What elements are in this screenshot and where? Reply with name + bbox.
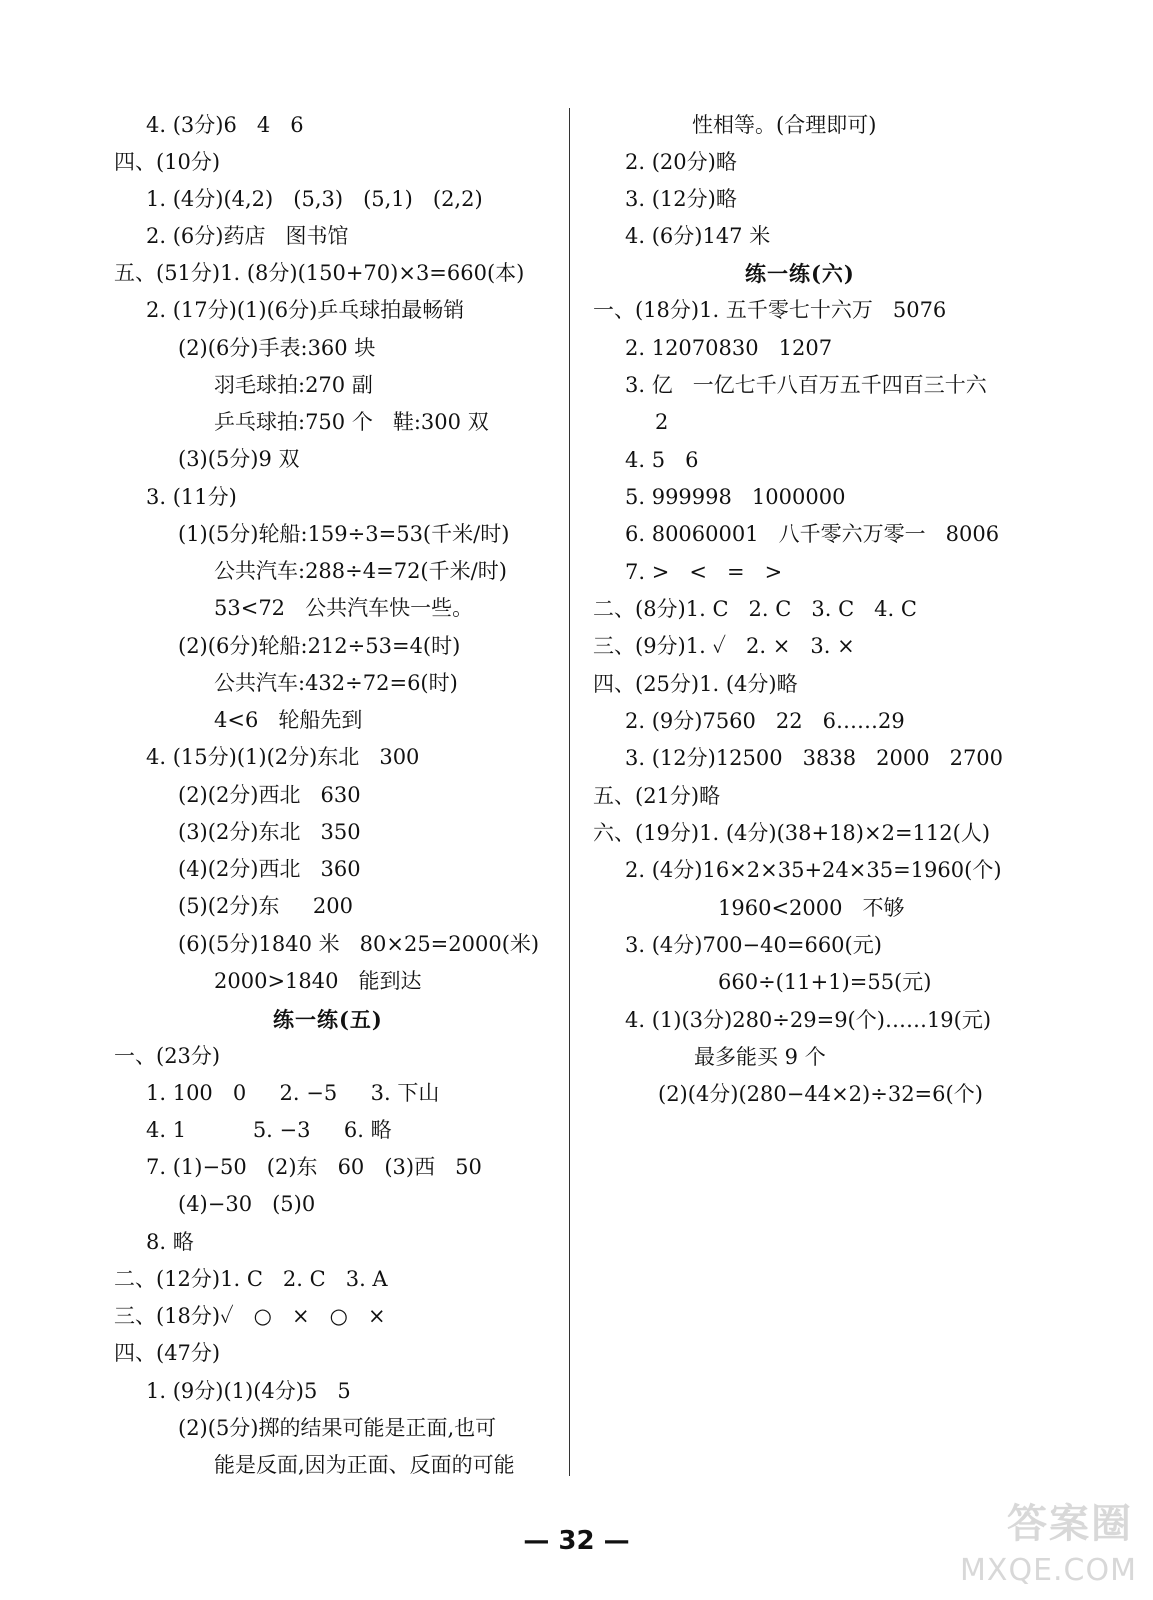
watermark-logo (947, 1501, 1137, 1588)
text-line: 4. (15分)(1)(2分)东北 300 (146, 745, 420, 769)
text-line: 4. 5 6 (625, 448, 699, 472)
page-number: — 32 — (523, 1526, 630, 1556)
watermark-text: 答案圈 (1007, 1501, 1133, 1547)
text-line: 660÷(11+1)=55(元) (718, 970, 932, 994)
text-line: (6)(5分)1840 米 80×25=2000(米) (178, 932, 540, 956)
text-line: 公共汽车:288÷4=72(千米/时) (214, 559, 507, 583)
text-line: (2)(4分)(280−44×2)÷32=6(个) (658, 1082, 983, 1106)
text-line: 53<72 公共汽车快一些。 (214, 596, 474, 620)
text-line: 2. 12070830 1207 (625, 336, 833, 360)
text-line: 性相等。(合理即可) (692, 113, 877, 137)
text-line: 1. 100 0 2. −5 3. 下山 (146, 1081, 440, 1105)
text-line: (4)−30 (5)0 (178, 1192, 316, 1216)
column-divider (569, 108, 570, 1476)
text-line: 公共汽车:432÷72=6(时) (214, 671, 458, 695)
text-line: 能是反面,因为正面、反面的可能 (214, 1453, 515, 1477)
text-line: 2. (6分)药店 图书馆 (146, 224, 349, 248)
text-line: (3)(5分)9 双 (178, 447, 300, 471)
text-line: 2 (655, 410, 669, 434)
text-line: 6. 80060001 八千零六万零一 8006 (625, 522, 1000, 546)
text-line: 4<6 轮船先到 (214, 708, 363, 732)
text-line: (5)(2分)东 200 (178, 894, 353, 918)
text-line: 2000>1840 能到达 (214, 969, 422, 993)
text-line: 4. (1)(3分)280÷29=9(个)……19(元) (625, 1008, 992, 1032)
exercise-title: 练一练(五) (273, 1007, 383, 1032)
text-line: 7. > < = > (625, 560, 783, 584)
watermark-url: MXQE.COM (960, 1553, 1137, 1588)
text-line: 3. (4分)700−40=660(元) (625, 933, 882, 957)
section-heading: 四、(10分) (114, 150, 221, 174)
section-heading: 三、(18分)✓ ○ × ○ × (114, 1304, 386, 1328)
text-line: 1960<2000 不够 (718, 896, 905, 920)
text-line: 乒乓球拍:750 个 鞋:300 双 (214, 410, 489, 434)
section-heading: 三、(9分)1. ✓ 2. × 3. × (593, 634, 855, 658)
text-line: 2. (20分)略 (625, 150, 737, 174)
text-line: 3. 亿 一亿七千八百万五千四百三十六 (625, 373, 987, 397)
section-heading: 四、(25分)1. (4分)略 (593, 672, 798, 696)
section-heading: 五、(51分)1. (8分)(150+70)×3=660(本) (114, 261, 525, 285)
section-heading: 二、(8分)1. C 2. C 3. C 4. C (593, 597, 917, 621)
text-line: (2)(5分)掷的结果可能是正面,也可 (178, 1416, 497, 1440)
text-line: 1. (9分)(1)(4分)5 5 (146, 1379, 351, 1403)
section-heading: 二、(12分)1. C 2. C 3. A (114, 1267, 388, 1291)
text-line: (4)(2分)西北 360 (178, 857, 361, 881)
section-heading: 六、(19分)1. (4分)(38+18)×2=112(人) (593, 821, 991, 845)
section-heading: 五、(21分)略 (593, 784, 721, 808)
text-line: 3. (12分)12500 3838 2000 2700 (625, 746, 1004, 770)
text-line: 3. (12分)略 (625, 187, 737, 211)
text-line: (2)(6分)轮船:212÷53=4(时) (178, 634, 461, 658)
text-line: 2. (9分)7560 22 6……29 (625, 709, 905, 733)
text-line: 2. (17分)(1)(6分)乒乓球拍最畅销 (146, 298, 465, 322)
text-line: 4. (6分)147 米 (625, 224, 771, 248)
exercise-title: 练一练(六) (745, 261, 855, 286)
section-heading: 四、(47分) (114, 1341, 221, 1365)
text-line: 3. (11分) (146, 485, 237, 509)
section-heading: 一、(18分)1. 五千零七十六万 5076 (593, 298, 947, 322)
text-line: 8. 略 (146, 1230, 194, 1254)
text-line: (1)(5分)轮船:159÷3=53(千米/时) (178, 522, 510, 546)
text-line: (2)(2分)西北 630 (178, 783, 361, 807)
text-line: 1. (4分)(4,2) (5,3) (5,1) (2,2) (146, 187, 483, 211)
text-line: 2. (4分)16×2×35+24×35=1960(个) (625, 858, 1002, 882)
text-line: 羽毛球拍:270 副 (214, 373, 373, 397)
text-line: 7. (1)−50 (2)东 60 (3)西 50 (146, 1155, 482, 1179)
text-line: (2)(6分)手表:360 块 (178, 336, 376, 360)
text-line: 4. 1 5. −3 6. 略 (146, 1118, 392, 1142)
text-line: 4. (3分)6 4 6 (146, 113, 304, 137)
text-line: 5. 999998 1000000 (625, 485, 846, 509)
section-heading: 一、(23分) (114, 1044, 221, 1068)
text-line: 最多能买 9 个 (694, 1045, 826, 1069)
text-line: (3)(2分)东北 350 (178, 820, 361, 844)
